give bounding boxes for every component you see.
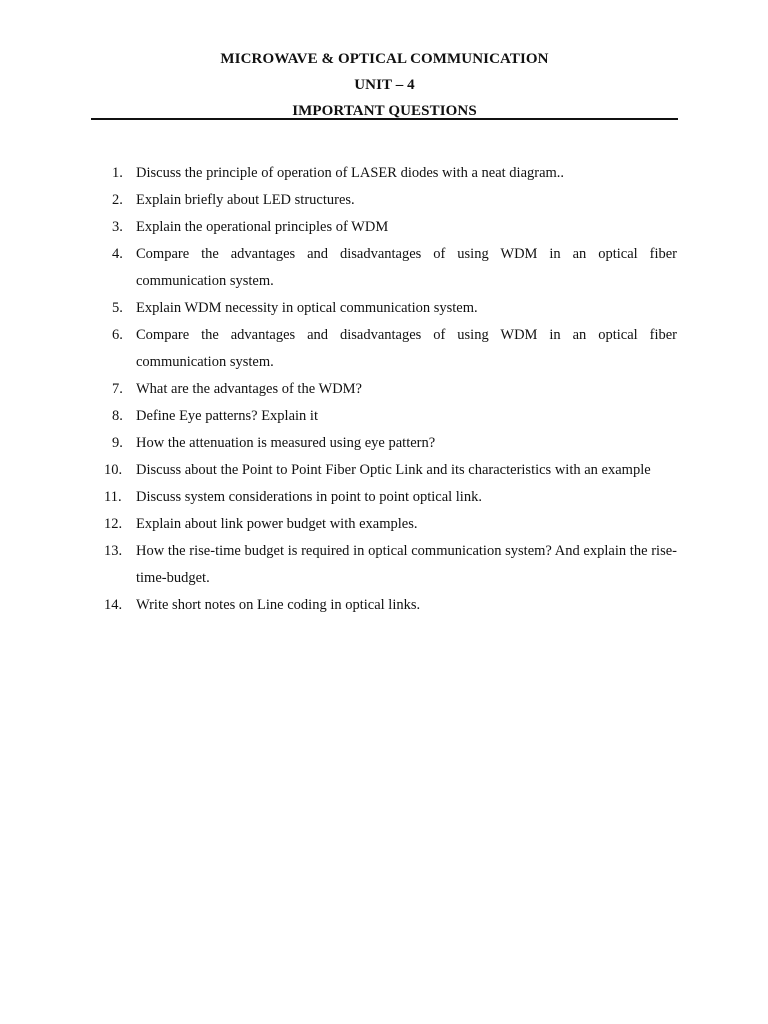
- question-number: 14.: [104, 597, 123, 613]
- question-item: [104, 322, 677, 376]
- question-text: Explain briefly about LED structures.: [136, 192, 355, 208]
- question-number: 7.: [112, 381, 123, 397]
- question-number: 13.: [104, 543, 123, 559]
- question-text: Write short notes on Line coding in optical links.: [136, 597, 421, 613]
- question-item: [104, 457, 677, 484]
- question-number: 5.: [112, 300, 123, 316]
- question-item: [104, 160, 677, 187]
- question-text: Define Eye patterns? Explain it: [136, 408, 318, 424]
- question-number: 3.: [112, 219, 123, 235]
- questions-list: [104, 160, 677, 619]
- question-item: [104, 484, 677, 511]
- question-text: Discuss about the Point to Point Fiber Optic Link and its characteristics with an example: [136, 462, 651, 478]
- question-number: 6.: [112, 327, 123, 343]
- section-title: IMPORTANT QUESTIONS: [292, 103, 477, 119]
- unit-title: UNIT – 4: [354, 77, 415, 93]
- question-number: 4.: [112, 246, 123, 262]
- question-item: [104, 403, 677, 430]
- question-text: How the attenuation is measured using eye pattern?: [136, 435, 436, 451]
- question-text: Explain the operational principles of WDM: [136, 219, 389, 235]
- question-text: Compare the advantages and disadvantages of using WDM in an optical fiber communication system.: [136, 246, 677, 289]
- question-text: Explain about link power budget with examples.: [136, 516, 418, 532]
- question-number: 8.: [112, 408, 123, 424]
- question-text: Explain WDM necessity in optical communication system.: [136, 300, 478, 316]
- question-text: How the rise-time budget is required in optical communication system? And explain the rise-time-budget.: [136, 543, 677, 586]
- question-item: [104, 376, 677, 403]
- question-number: 2.: [112, 192, 123, 208]
- question-item: [104, 241, 677, 295]
- question-number: 11.: [104, 489, 122, 505]
- question-item: [104, 511, 677, 538]
- question-text: Discuss the principle of operation of LASER diodes with a neat diagram..: [136, 165, 565, 181]
- question-item: [104, 430, 677, 457]
- question-text: What are the advantages of the WDM?: [136, 381, 362, 397]
- question-number: 12.: [104, 516, 123, 532]
- question-item: [104, 214, 677, 241]
- question-text: Compare the advantages and disadvantages of using WDM in an optical fiber communication system.: [136, 327, 677, 370]
- question-number: 10.: [104, 462, 123, 478]
- question-text: Discuss system considerations in point to point optical link.: [136, 489, 482, 505]
- question-item: [104, 295, 677, 322]
- question-item: [104, 187, 677, 214]
- question-number: 1.: [112, 165, 123, 181]
- header-divider: [91, 118, 678, 120]
- question-item: [104, 538, 677, 592]
- question-item: [104, 592, 677, 619]
- question-number: 9.: [112, 435, 123, 451]
- document-header: [91, 46, 678, 124]
- subject-title: MICROWAVE & OPTICAL COMMUNICATION: [220, 51, 549, 67]
